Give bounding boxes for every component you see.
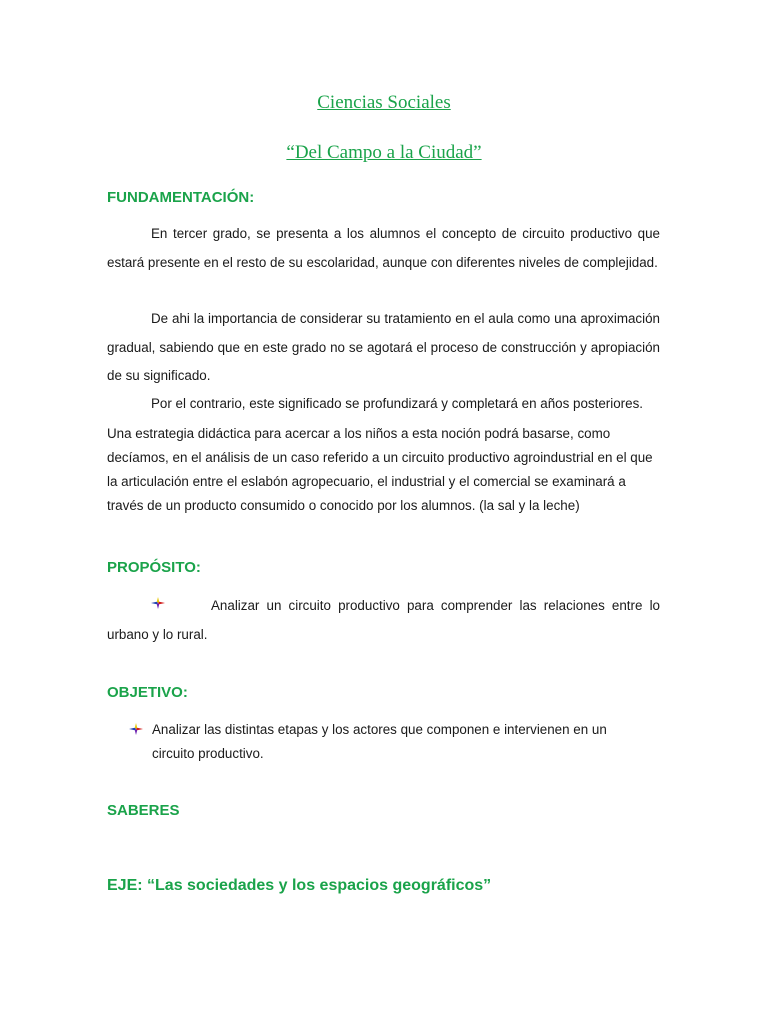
fundamentacion-heading: FUNDAMENTACIÓN: <box>107 189 255 206</box>
document-subtitle: “Del Campo a la Ciudad” <box>286 142 482 163</box>
document-title: Ciencias Sociales <box>317 92 451 113</box>
fundamentacion-paragraph-1: En tercer grado, se presenta a los alumnos el concepto de circuito productivo que estará presente en el resto de su escolaridad, aunque con diferentes niveles de complejidad. <box>107 226 660 270</box>
four-point-star-bullet-icon <box>129 723 143 735</box>
proposito-item: Analizar un circuito productivo para comprender las relaciones entre lo urbano y lo rural. <box>107 598 660 642</box>
fundamentacion-paragraph-4: Una estrategia didáctica para acercar a los niños a esta noción podrá basarse, como decíamos, en el análisis de un caso referido a un circuito productivo agroindustrial en el que la articulación entre el eslabón agropecuario, el industrial y el comercial se examinará a través de un producto consumido o conocido por los alumnos. (la sal y la leche) <box>107 426 653 513</box>
eje-heading: EJE: “Las sociedades y los espacios geográficos” <box>107 877 492 894</box>
fundamentacion-paragraph-2: De ahi la importancia de considerar su tratamiento en el aula como una aproximación gradual, sabiendo que en este grado no se agotará el proceso de construcción y apropiación de su significado. <box>107 311 660 383</box>
saberes-heading: SABERES <box>107 802 180 819</box>
objetivo-heading: OBJETIVO: <box>107 684 188 701</box>
objetivo-item: Analizar las distintas etapas y los actores que componen e intervienen en un circuito productivo. <box>152 722 607 761</box>
proposito-heading: PROPÓSITO: <box>107 559 201 576</box>
fundamentacion-paragraph-3: Por el contrario, este significado se profundizará y completará en años posteriores. <box>151 396 643 411</box>
